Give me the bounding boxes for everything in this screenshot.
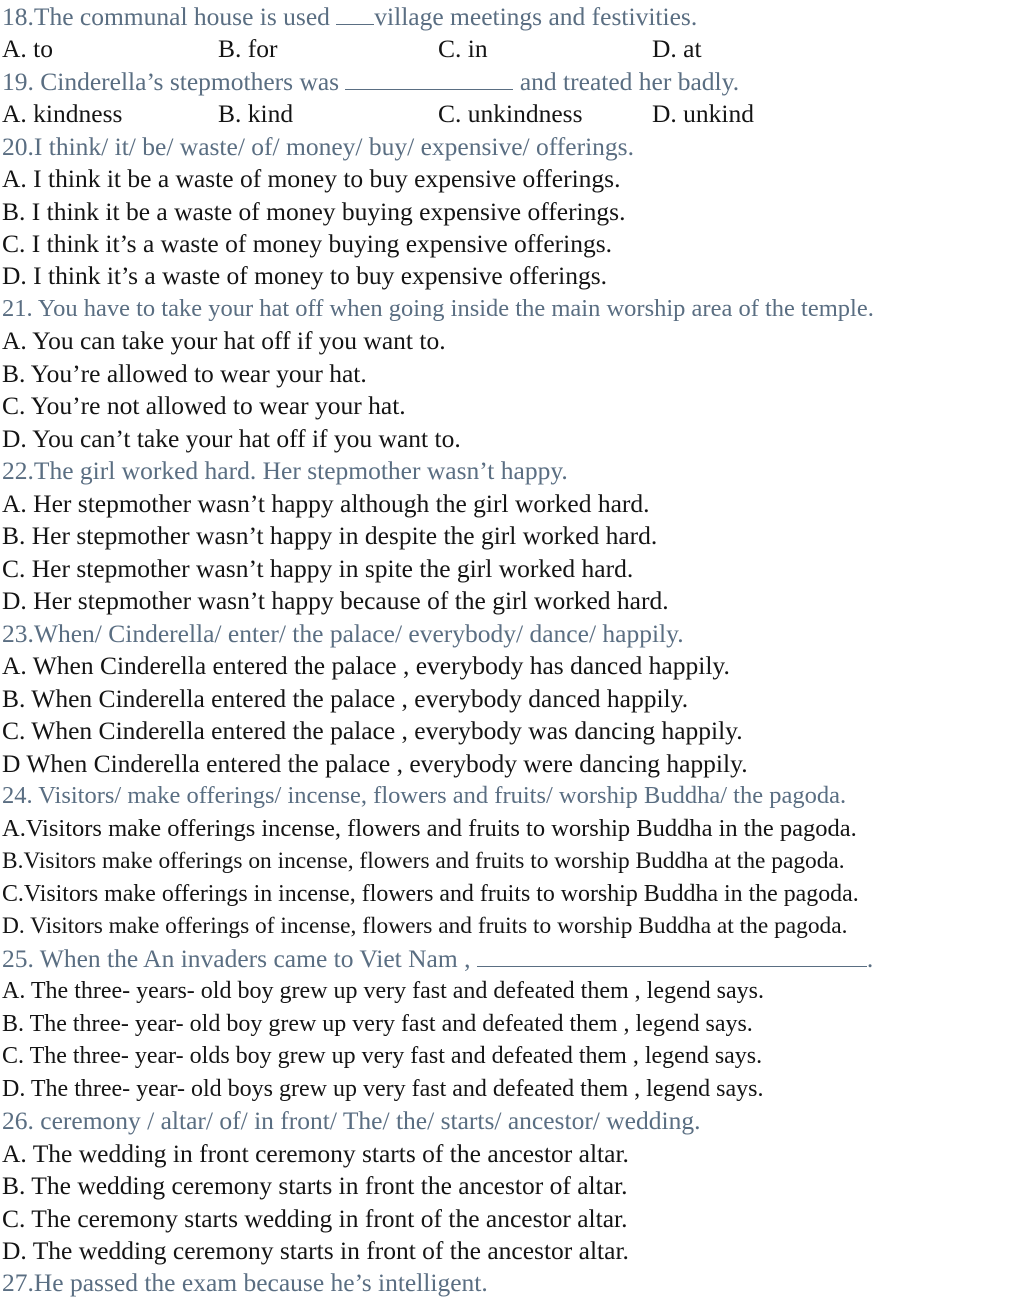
q19-option-c: C. unkindness	[438, 99, 583, 128]
q21-stem: 21. You have to take your hat off when going inside the main worship area of the temple.	[2, 295, 874, 322]
q19-stem-before: 19. Cinderella’s stepmothers was	[2, 67, 346, 96]
q18-stem-before: 18.The communal house is used	[2, 2, 337, 31]
q21-option-c: C. You’re not allowed to wear your hat.	[2, 391, 406, 420]
q20-option-a: A. I think it be a waste of money to buy expensive offerings.	[2, 164, 621, 193]
q24-option-a: A.Visitors make offerings incense, flowers and fruits to worship Buddha in the pagoda.	[2, 815, 857, 842]
q18-option-a: A. to	[2, 34, 53, 63]
q25-stem	[2, 943, 873, 975]
q19-blank	[345, 69, 513, 90]
q22-option-b: B. Her stepmother wasn’t happy in despite the girl worked hard.	[2, 521, 658, 550]
q24-option-d: D. Visitors make offerings of incense, flowers and fruits to worship Buddha at the pagoda.	[2, 913, 848, 939]
q25-option-c: C. The three- year- olds boy grew up very fast and defeated them , legend says.	[2, 1043, 763, 1069]
q21-option-b: B. You’re allowed to wear your hat.	[2, 359, 367, 388]
q25-stem-before: 25. When the An invaders came to Viet Nam ,	[2, 944, 477, 973]
q18-option-b: B. for	[218, 34, 278, 63]
q25-option-b: B. The three- year- old boy grew up very fast and defeated them , legend says.	[2, 1011, 753, 1037]
q25-option-a: A. The three- years- old boy grew up very fast and defeated them , legend says.	[2, 978, 764, 1004]
q26-option-d: D. The wedding ceremony starts in front of the ancestor altar.	[2, 1236, 629, 1265]
q23-option-b: B. When Cinderella entered the palace , everybody danced happily.	[2, 684, 689, 713]
q23-stem: 23.When/ Cinderella/ enter/ the palace/ everybody/ dance/ happily.	[2, 619, 684, 648]
q18-option-d: D. at	[652, 34, 702, 63]
q18-stem-after: village meetings and festivities.	[374, 2, 698, 31]
q18-stem	[2, 1, 697, 33]
q26-stem: 26. ceremony / altar/ of/ in front/ The/ the/ starts/ ancestor/ wedding.	[2, 1106, 701, 1135]
q24-option-c: C.Visitors make offerings in incense, flowers and fruits to worship Buddha in the pagoda.	[2, 881, 859, 907]
q18-option-c: C. in	[438, 34, 488, 63]
q21-option-d: D. You can’t take your hat off if you want to.	[2, 424, 461, 453]
q22-stem: 22.The girl worked hard. Her stepmother wasn’t happy.	[2, 456, 568, 485]
q20-option-c: C. I think it’s a waste of money buying expensive offerings.	[2, 229, 613, 258]
q26-option-b: B. The wedding ceremony starts in front the ancestor of altar.	[2, 1171, 628, 1200]
q22-option-a: A. Her stepmother wasn’t happy although the girl worked hard.	[2, 489, 650, 518]
q25-option-d: D. The three- year- old boys grew up very fast and defeated them , legend says.	[2, 1076, 764, 1102]
q27-stem-partial: 27.He passed the exam because he’s intelligent.	[2, 1268, 488, 1297]
q22-option-c: C. Her stepmother wasn’t happy in spite the girl worked hard.	[2, 554, 634, 583]
q19-option-b: B. kind	[218, 99, 294, 128]
q24-stem: 24. Visitors/ make offerings/ incense, flowers and fruits/ worship Buddha/ the pagoda.	[2, 782, 847, 809]
q21-option-a: A. You can take your hat off if you want to.	[2, 326, 446, 355]
q20-stem: 20.I think/ it/ be/ waste/ of/ money/ buy/ expensive/ offerings.	[2, 132, 634, 161]
q19-options	[2, 98, 1022, 130]
q25-blank	[477, 946, 867, 967]
q23-option-c: C. When Cinderella entered the palace , everybody was dancing happily.	[2, 716, 743, 745]
q19-option-a: A. kindness	[2, 99, 123, 128]
q20-option-d: D. I think it’s a waste of money to buy expensive offerings.	[2, 261, 608, 290]
q20-option-b: B. I think it be a waste of money buying expensive offerings.	[2, 197, 626, 226]
q22-option-d: D. Her stepmother wasn’t happy because of the girl worked hard.	[2, 586, 669, 615]
q26-option-c: C. The ceremony starts wedding in front of the ancestor altar.	[2, 1204, 628, 1233]
q18-blank	[336, 4, 374, 25]
q19-stem	[2, 66, 739, 98]
q23-option-a: A. When Cinderella entered the palace , everybody has danced happily.	[2, 651, 730, 680]
q19-option-d: D. unkind	[652, 99, 754, 128]
q18-options	[2, 33, 1022, 65]
q25-stem-after: .	[866, 944, 874, 973]
q23-option-d: D When Cinderella entered the palace , everybody were dancing happily.	[2, 749, 748, 778]
q26-option-a: A. The wedding in front ceremony starts of the ancestor altar.	[2, 1139, 629, 1168]
q24-option-b: B.Visitors make offerings on incense, flowers and fruits to worship Buddha at the pagoda.	[2, 848, 845, 874]
q19-stem-after: and treated her badly.	[513, 67, 740, 96]
